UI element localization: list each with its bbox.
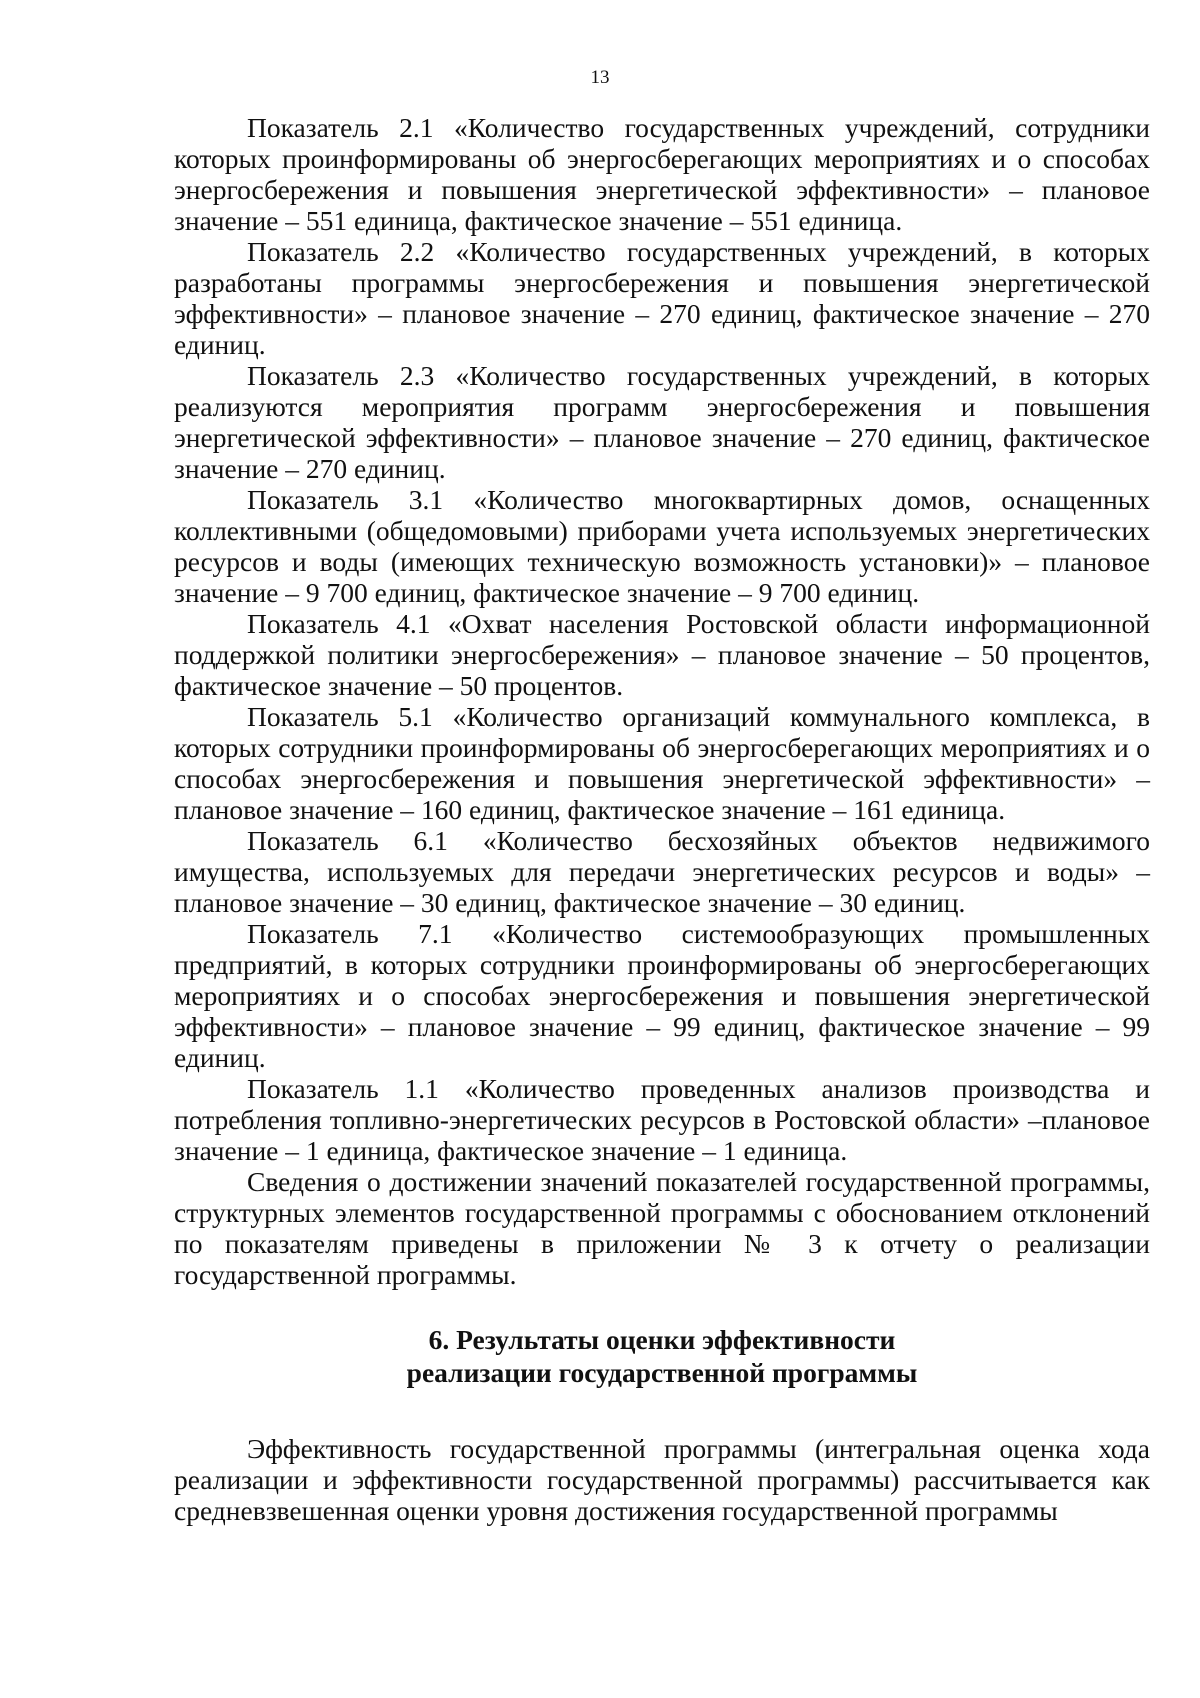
paragraph-indicator-6-1: Показатель 6.1 «Количество бесхозяйных объектов недвижимого имущества, используемых для передачи энергетических ресурсов и воды» – плановое значение – 30 единиц, фактическое значение – 30 единиц. [174, 825, 1150, 918]
paragraph-indicator-5-1: Показатель 5.1 «Количество организаций коммунального комплекса, в которых сотрудники проинформированы об энергосберегающих мероприятиях и о способах энергосбережения и повышения энергетической эффективности» – плановое значение – 160 единиц, фактическое значение – 161 единица. [174, 701, 1150, 825]
paragraph-appendix-reference: Сведения о достижении значений показателей государственной программы, структурных элементов государственной программы с обоснованием отклонений по показателям приведены в приложении № 3 к отчету о реализации государственной программы. [174, 1166, 1150, 1290]
document-body [174, 112, 1150, 1526]
section-heading [174, 1323, 1150, 1389]
paragraph-effectiveness: Эффективность государственной программы (интегральная оценка хода реализации и эффективности государственной программы) рассчитывается как средневзвешенная оценки уровня достижения государственной программы [174, 1433, 1150, 1526]
paragraph-indicator-4-1: Показатель 4.1 «Охват населения Ростовской области информационной поддержкой политики энергосбережения» – плановое значение – 50 процентов, фактическое значение – 50 процентов. [174, 608, 1150, 701]
paragraph-indicator-2-3: Показатель 2.3 «Количество государственных учреждений, в которых реализуются мероприятия программ энергосбережения и повышения энергетической эффективности» – плановое значение – 270 единиц, фактическое значение – 270 единиц. [174, 360, 1150, 484]
section-heading-line-2: реализации государственной программы [406, 1357, 918, 1388]
paragraph-indicator-3-1: Показатель 3.1 «Количество многоквартирных домов, оснащенных коллективными (общедомовыми) приборами учета используемых энергетических ресурсов и воды (имеющих техническую возможность установки)» – плановое значение – 9 700 единиц, фактическое значение – 9 700 единиц. [174, 484, 1150, 608]
page-number: 13 [590, 67, 610, 88]
paragraph-indicator-2-1: Показатель 2.1 «Количество государственных учреждений, сотрудники которых проинформированы об энергосберегающих мероприятиях и о способах энергосбережения и повышения энергетической эффективности» – плановое значение – 551 единица, фактическое значение – 551 единица. [174, 112, 1150, 236]
paragraph-indicator-1-1: Показатель 1.1 «Количество проведенных анализов производства и потребления топливно-энергетических ресурсов в Ростовской области» –плановое значение – 1 единица, фактическое значение – 1 единица. [174, 1073, 1150, 1166]
paragraph-indicator-7-1: Показатель 7.1 «Количество системообразующих промышленных предприятий, в которых сотрудники проинформированы об энергосберегающих мероприятиях и о способах энергосбережения и повышения энергетической эффективности» – плановое значение – 99 единиц, фактическое значение – 99 единиц. [174, 918, 1150, 1073]
paragraph-indicator-2-2: Показатель 2.2 «Количество государственных учреждений, в которых разработаны программы энергосбережения и повышения энергетической эффективности» – плановое значение – 270 единиц, фактическое значение – 270 единиц. [174, 236, 1150, 360]
section-heading-line-1: 6. Результаты оценки эффективности [428, 1324, 896, 1355]
